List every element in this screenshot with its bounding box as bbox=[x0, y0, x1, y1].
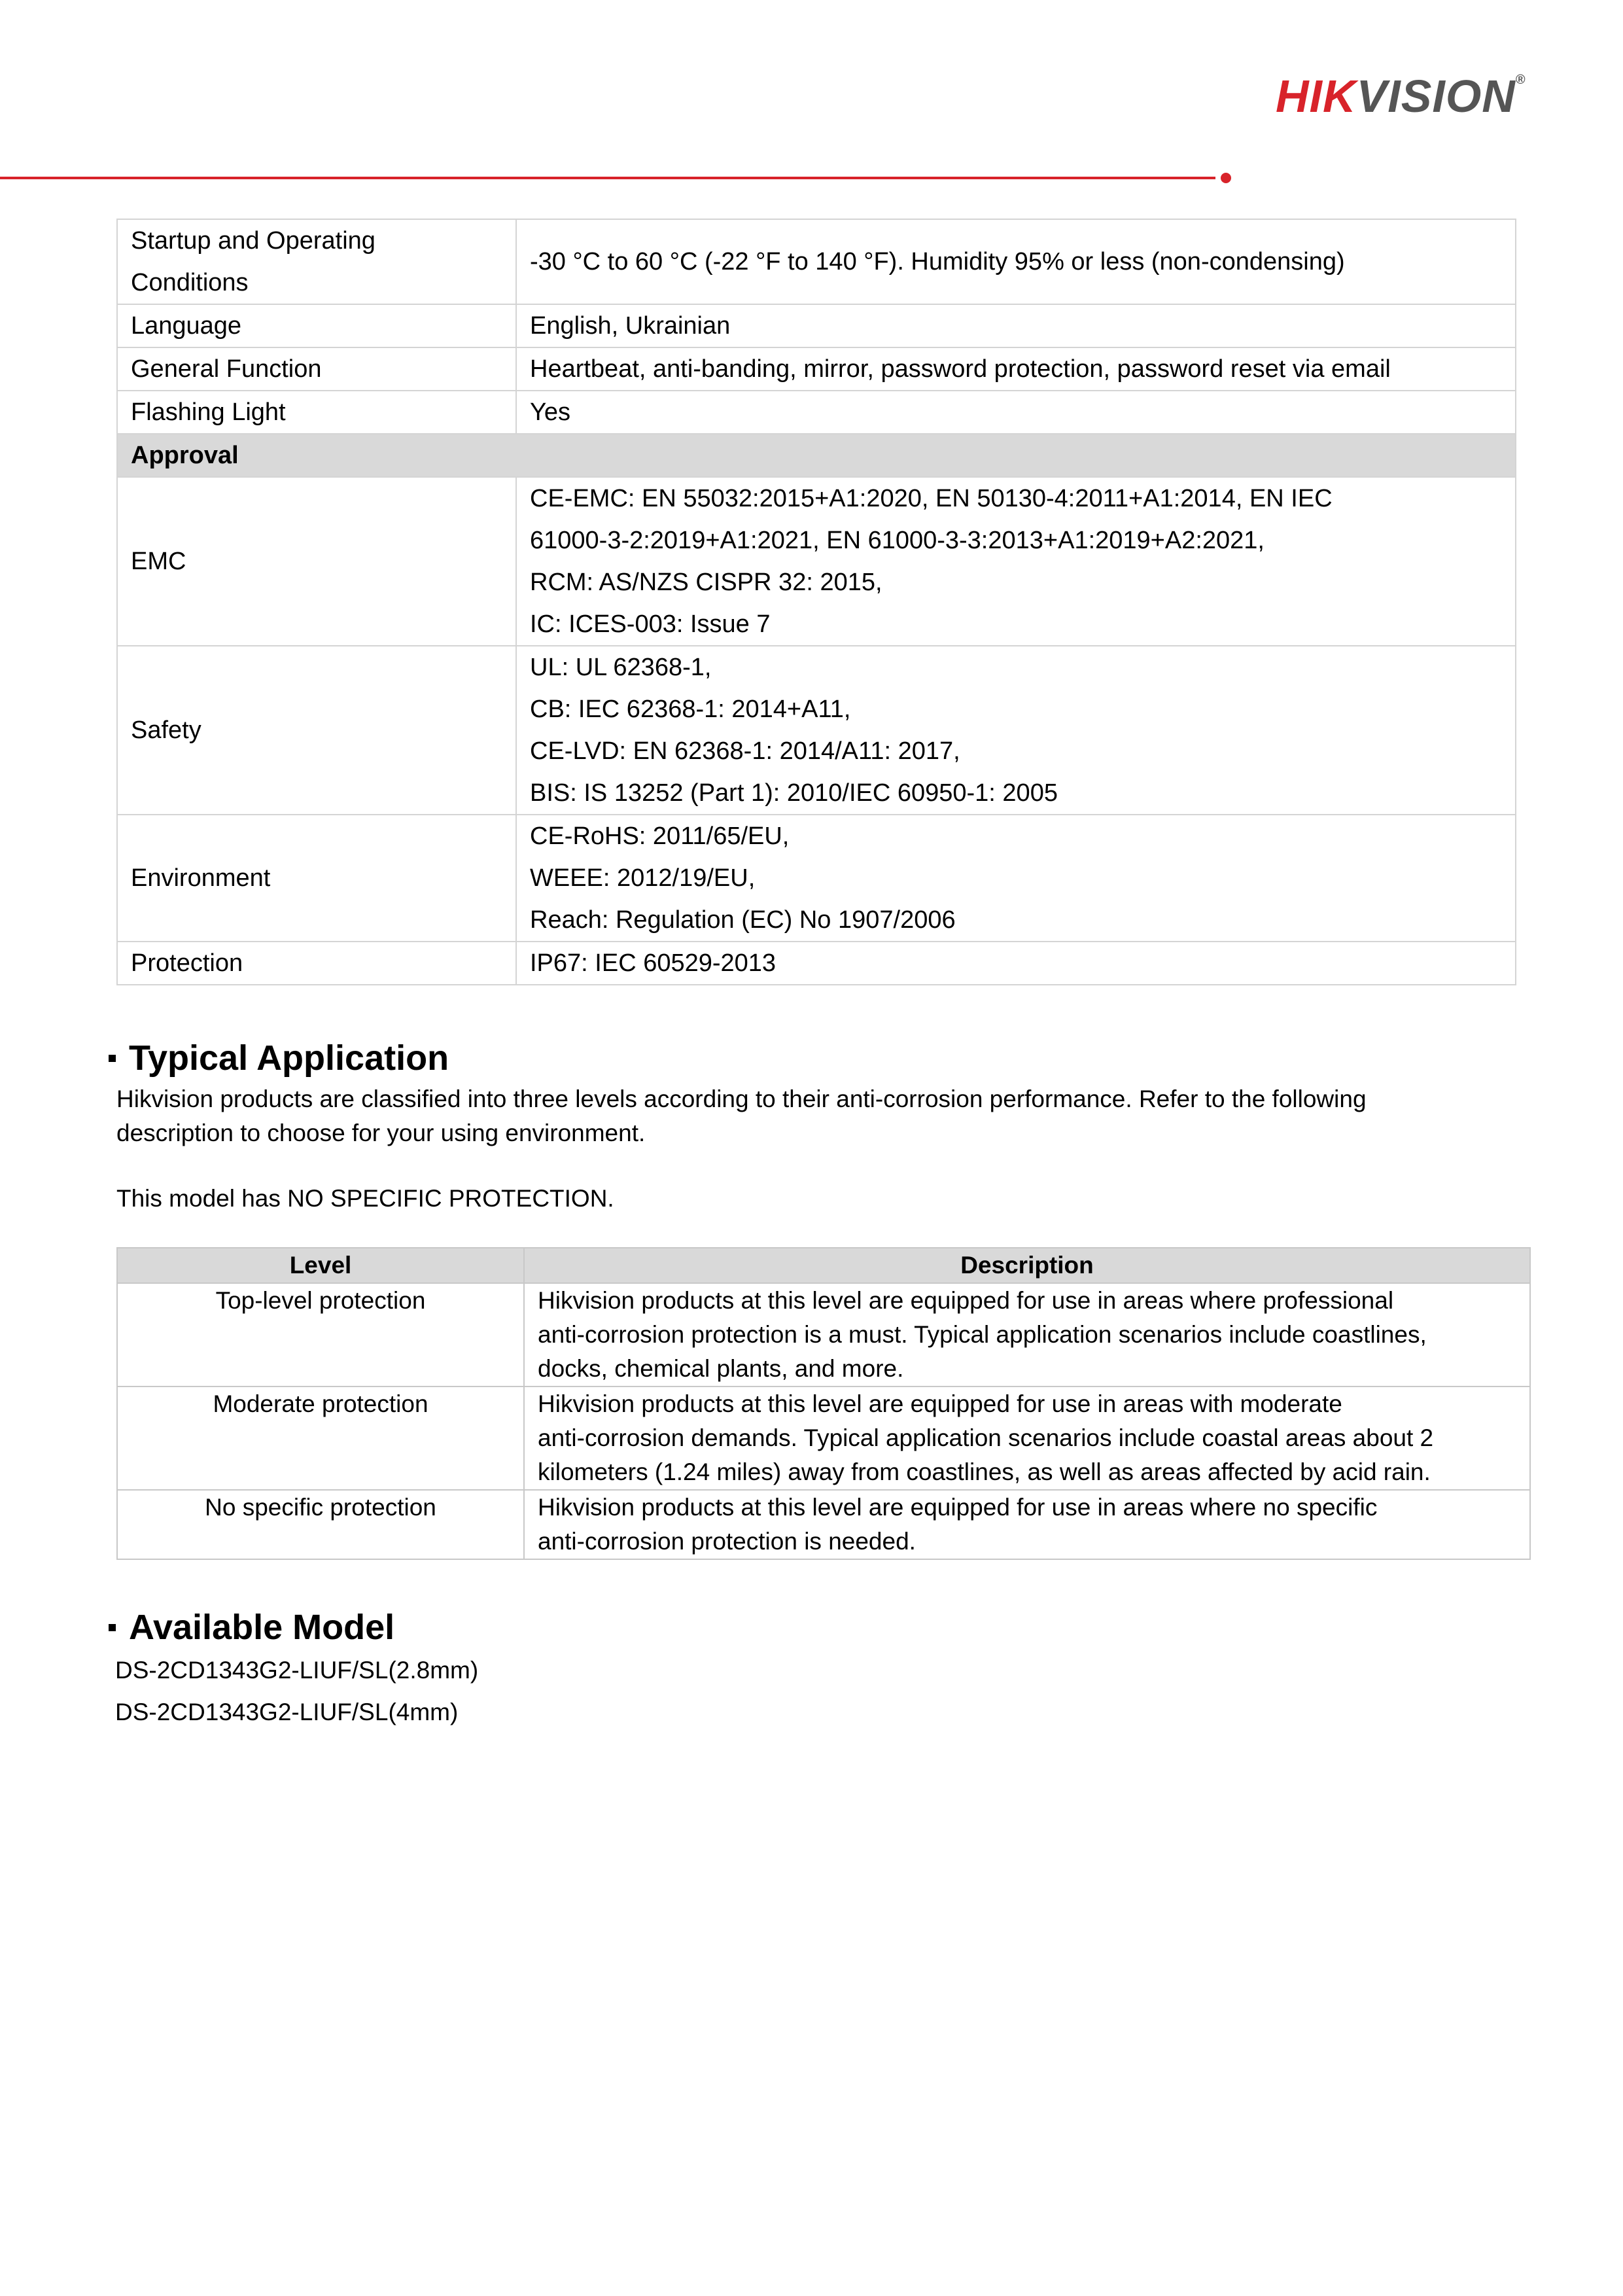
spec-row-safety bbox=[117, 646, 1516, 815]
table-row bbox=[117, 1283, 1530, 1386]
spec-value: Yes bbox=[516, 391, 1516, 434]
spec-value: IP67: IEC 60529-2013 bbox=[516, 942, 1516, 985]
spec-row-emc bbox=[117, 477, 1516, 646]
column-header-description: Description bbox=[524, 1248, 1530, 1283]
spec-row-startup bbox=[117, 219, 1516, 304]
spec-label: Startup and Operating Conditions bbox=[117, 219, 516, 304]
level-cell: Top-level protection bbox=[117, 1283, 524, 1386]
protection-levels-table bbox=[116, 1247, 1531, 1560]
available-model-heading: Available Model bbox=[109, 1610, 394, 1645]
header-rule bbox=[0, 177, 1215, 179]
model-name: DS-2CD1343G2-LIUF/SL(4mm) bbox=[115, 1699, 459, 1725]
level-cell: Moderate protection bbox=[117, 1386, 524, 1490]
spec-value: Heartbeat, anti-banding, mirror, password protection, password reset via email bbox=[516, 347, 1516, 391]
spec-label: EMC bbox=[117, 477, 516, 646]
level-cell: No specific protection bbox=[117, 1490, 524, 1559]
protection-note: This model has NO SPECIFIC PROTECTION. bbox=[116, 1185, 614, 1212]
spec-value: CE-EMC: EN 55032:2015+A1:2020, EN 50130-4:2011+A1:2014, EN IEC 61000-3-2:2019+A1:2021, EN 61000-3-3:2013+A1:2019+A2:2021, RCM: AS/NZS CISPR 32: 2015, IC: ICES-003: Issue 7 bbox=[516, 477, 1516, 646]
table-header-row bbox=[117, 1248, 1530, 1283]
spec-value: -30 °C to 60 °C (-22 °F to 140 °F). Humidity 95% or less (non-condensing) bbox=[516, 219, 1516, 304]
description-cell: Hikvision products at this level are equipped for use in areas where professional anti-corrosion protection is a must. Typical application scenarios include coastlines, docks, chemical plants, and more. bbox=[524, 1283, 1530, 1386]
spec-value: UL: UL 62368-1, CB: IEC 62368-1: 2014+A11, CE-LVD: EN 62368-1: 2014/A11: 2017, BIS: IS 13252 (Part 1): 2010/IEC 60950-1: 2005 bbox=[516, 646, 1516, 815]
spec-row-environment bbox=[117, 815, 1516, 942]
spec-label: Environment bbox=[117, 815, 516, 942]
section-title: Approval bbox=[117, 434, 1516, 477]
table-row bbox=[117, 1490, 1530, 1559]
spec-row-language bbox=[117, 304, 1516, 347]
spec-label: Language bbox=[117, 304, 516, 347]
spec-label: General Function bbox=[117, 347, 516, 391]
table-row bbox=[117, 1386, 1530, 1490]
typical-application-heading: Typical Application bbox=[109, 1040, 449, 1076]
spec-row-general-function bbox=[117, 347, 1516, 391]
spec-label: Safety bbox=[117, 646, 516, 815]
spec-row-protection bbox=[117, 942, 1516, 985]
spec-label: Protection bbox=[117, 942, 516, 985]
spec-section-approval bbox=[117, 434, 1516, 477]
hikvision-logo: HIKVISION® bbox=[1276, 71, 1526, 122]
spec-value: English, Ukrainian bbox=[516, 304, 1516, 347]
typical-application-intro: Hikvision products are classified into three levels according to their anti-corrosion performance. Refer to the following description to choose for your using environment. bbox=[116, 1086, 1367, 1146]
column-header-level: Level bbox=[117, 1248, 524, 1283]
bullet-icon bbox=[109, 1624, 116, 1631]
spec-value: CE-RoHS: 2011/65/EU, WEEE: 2012/19/EU, Reach: Regulation (EC) No 1907/2006 bbox=[516, 815, 1516, 942]
description-cell: Hikvision products at this level are equipped for use in areas with moderate anti-corrosion demands. Typical application scenarios include coastal areas about 2 kilometers (1.24 miles) away from coastlines, as well as areas affected by acid rain. bbox=[524, 1386, 1530, 1490]
description-cell: Hikvision products at this level are equipped for use in areas where no specific anti-corrosion protection is needed. bbox=[524, 1490, 1530, 1559]
header-rule-dot bbox=[1221, 173, 1231, 183]
bullet-icon bbox=[109, 1055, 116, 1062]
spec-label: Flashing Light bbox=[117, 391, 516, 434]
spec-row-flashing-light bbox=[117, 391, 1516, 434]
model-name: DS-2CD1343G2-LIUF/SL(2.8mm) bbox=[115, 1657, 479, 1684]
spec-table bbox=[116, 219, 1516, 985]
